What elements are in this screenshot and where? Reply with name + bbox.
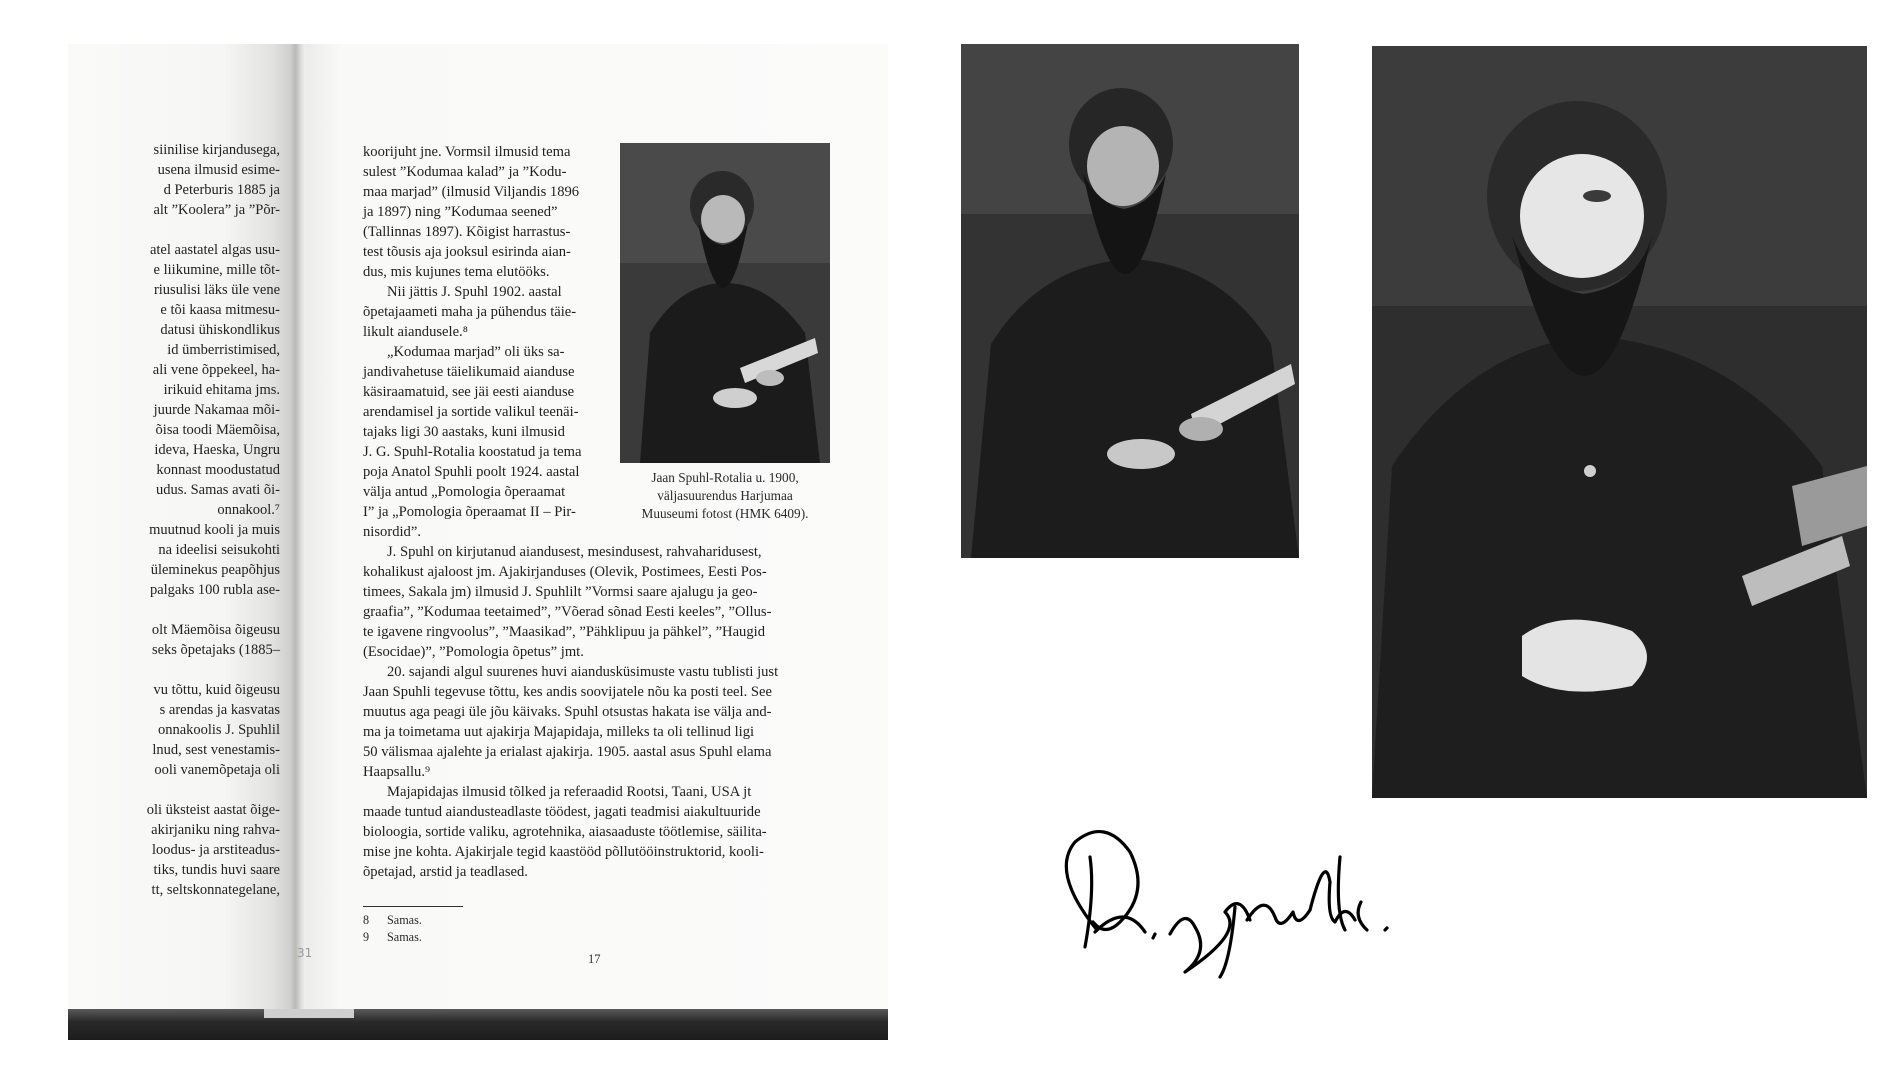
- text-line: onnakool.⁷: [217, 502, 280, 518]
- text-line: d Peterburis 1885 ja: [163, 182, 280, 198]
- text-line: õpetajaameti maha ja pühendus täie-: [363, 304, 577, 320]
- footnotes: [363, 912, 422, 946]
- text-line: datusi ühiskondlikus: [160, 322, 280, 338]
- text-line: (Tallinnas 1897). Kõigist harrastus-: [363, 224, 571, 240]
- text-line: likult aiandusele.⁸: [363, 324, 468, 340]
- book-edge: [68, 1009, 888, 1040]
- paragraph-gap: [68, 220, 290, 240]
- text-line: e liikumine, mille tõt-: [153, 262, 280, 278]
- text-line: seks õpetajaks (1885–: [151, 642, 280, 658]
- text-line: bioloogia, sortide valiku, agrotehnika, aiasaaduste töötlemise, säilita-: [363, 824, 767, 840]
- text-line: õpetajad, arstid ja teadlased.: [363, 864, 528, 880]
- text-line: Haapsallu.⁹: [363, 764, 431, 780]
- book-scan: [68, 44, 888, 1040]
- handwritten-signature: [1035, 812, 1425, 992]
- text-line: jandivahetuse täielikumaid aianduse: [363, 364, 575, 380]
- text-line: õisa toodi Mäemõisa,: [155, 422, 280, 438]
- caption-line: Muuseumi fotost (HMK 6409).: [641, 506, 809, 521]
- text-line: maa marjad” (ilmusid Viljandis 1896: [363, 184, 580, 200]
- portrait-figure: [961, 44, 1299, 558]
- footnote: 8 Samas.: [363, 913, 422, 927]
- text-line: 50 välismaa ajalehte ja erialast ajakirja. 1905. aastal asus Spuhl elama: [363, 744, 772, 760]
- footnote-rule: [363, 906, 463, 907]
- text-line: id ümberristimised,: [167, 342, 280, 358]
- text-line: olt Mäemõisa õigeusu: [151, 622, 280, 638]
- text-line: alt ”Koolera” ja ”Põr-: [153, 202, 280, 218]
- left-page: [68, 44, 290, 1009]
- text-line: poja Anatol Spuhli poolt 1924. aastal: [363, 464, 580, 480]
- text-line: ma ja toimetama uut ajakirja Majapidaja, milleks ta oli tellinud ligi: [363, 724, 755, 740]
- text-line: maade tuntud aiandusteadlaste töödest, jagati teadmisi aiakultuuride: [363, 804, 761, 820]
- text-line: test tõusis aja jooksul esirinda aian-: [363, 244, 571, 260]
- text-line: I” ja „Pomologia õperaamat II – Pir-: [363, 504, 576, 520]
- text-line: irikuid ehitama jms.: [163, 382, 280, 398]
- text-line: siinilise kirjandusega,: [153, 142, 280, 158]
- page-number: 17: [588, 952, 601, 966]
- text-line: dus, mis kujunes tema elutööks.: [363, 264, 550, 280]
- left-page-text: [68, 140, 290, 900]
- text-line: arendamisel ja sortide valikul teenäi-: [363, 404, 579, 420]
- text-line: graafia”, ”Kodumaa teetaimed”, ”Võerad sõnad Eesti keeles”, ”Ollus-: [363, 604, 772, 620]
- footnote: 9 Samas.: [363, 930, 422, 944]
- book-gutter: [290, 44, 306, 1009]
- caption-line: Jaan Spuhl-Rotalia u. 1900,: [651, 470, 799, 485]
- text-line: nisordid”.: [363, 524, 421, 540]
- text-line: na ideelisi seisukohti: [158, 542, 280, 558]
- photo-caption: [620, 469, 830, 523]
- text-line: ali vene õppekeel, ha-: [152, 362, 280, 378]
- text-line: Jaan Spuhli tegevuse tõttu, kes andis soovijatele nõu ka posti teel. See: [363, 684, 772, 700]
- portrait-figure: [620, 143, 830, 463]
- text-line: usena ilmusid esime-: [157, 162, 280, 178]
- text-line: riusulisi läks üle vene: [153, 282, 280, 298]
- text-line: tajaks ligi 30 aastaks, kuni ilmusid: [363, 424, 565, 440]
- portrait-photo-enhanced: [1372, 46, 1867, 798]
- text-line: tiks, tundis huvi saare: [153, 862, 280, 878]
- text-line: kohalikust ajaloost jm. Ajakirjanduses (Olevik, Postimees, Eesti Pos-: [363, 564, 767, 580]
- text-line: s arendas ja kasvatas: [159, 702, 280, 718]
- text-line: oli üksteist aastat õige-: [146, 802, 280, 818]
- portrait-figure: [1372, 46, 1867, 798]
- text-line: J. G. Spuhl-Rotalia koostatud ja tema: [363, 444, 582, 460]
- text-line: Nii jättis J. Spuhl 1902. aastal: [387, 284, 562, 300]
- text-line: e tõi kaasa mitmesu-: [160, 302, 280, 318]
- text-line: timees, Sakala jm) ilmusid J. Spuhlilt ”Vormsi saare ajalugu ja geo-: [363, 584, 758, 600]
- text-line: J. Spuhl on kirjutanud aiandusest, mesindusest, rahvaharidusest,: [387, 544, 762, 560]
- text-line: lnud, sest venestamis-: [152, 742, 280, 758]
- text-line: ja 1897) ning ”Kodumaa seened”: [363, 204, 558, 220]
- caption-line: väljasuurendus Harjumaa: [657, 488, 793, 503]
- text-line: vu tõttu, kuid õigeusu: [153, 682, 280, 698]
- text-line: udus. Samas avati õi-: [155, 482, 280, 498]
- text-line: tt, seltskonnategelane,: [151, 882, 280, 898]
- text-line: te igavene ringvoolus”, ”Maasikad”, ”Pähklipuu ja pähkel”, ”Haugid: [363, 624, 766, 640]
- book-portrait-photo: [620, 143, 830, 463]
- text-line: muutus aga peagi üle jõu käivaks. Spuhl otsustas hakata ise välja and-: [363, 704, 772, 720]
- text-line: 20. sajandi algul suurenes huvi aiandusküsimuste vastu tublisti just: [387, 664, 779, 680]
- signature-drawing: [1035, 812, 1425, 992]
- margin-mark: 31: [297, 946, 313, 960]
- text-line: ideva, Haeska, Ungru: [154, 442, 280, 458]
- text-line: atel aastatel algas usu-: [149, 242, 280, 258]
- portrait-photo-original: [961, 44, 1299, 558]
- text-line: ooli vanemõpetaja oli: [154, 762, 280, 778]
- paragraph-gap: [68, 600, 290, 620]
- text-line: koorijuht jne. Vormsil ilmusid tema: [363, 144, 571, 160]
- paragraph-gap: [68, 660, 290, 680]
- text-line: käsiraamatuid, see jäi eesti aianduse: [363, 384, 575, 400]
- text-line: konnast moodustatud: [156, 462, 280, 478]
- text-line: „Kodumaa marjad” oli üks sa-: [387, 344, 565, 360]
- text-line: juurde Nakamaa mõi-: [153, 402, 280, 418]
- text-line: akirjaniku ning rahva-: [151, 822, 280, 838]
- text-line: muutnud kooli ja muis: [149, 522, 280, 538]
- text-line: onnakoolis J. Spuhlil: [157, 722, 280, 738]
- paragraph-gap: [68, 780, 290, 800]
- text-line: loodus- ja arstiteadus-: [151, 842, 280, 858]
- text-line: üleminekus peapõhjus: [150, 562, 280, 578]
- text-line: välja antud „Pomologia õperaamat: [363, 484, 566, 500]
- text-line: sulest ”Kodumaa kalad” ja ”Kodu-: [363, 164, 567, 180]
- text-line: mise jne kohta. Ajakirjale tegid kaastööd põllutööinstruktorid, kooli-: [363, 844, 764, 860]
- text-line: (Esocidae)”, ”Pomologia õpetus” jmt.: [363, 644, 584, 660]
- text-line: palgaks 100 rubla ase-: [149, 582, 280, 598]
- text-line: Majapidajas ilmusid tõlked ja referaadid Rootsi, Taani, USA jt: [387, 784, 752, 800]
